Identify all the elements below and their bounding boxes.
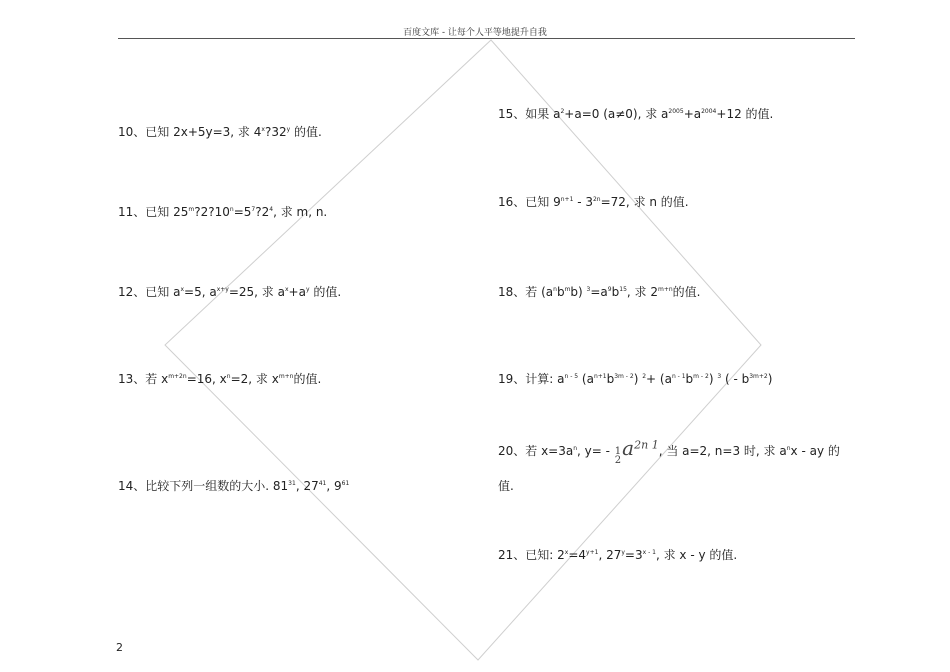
problem-13: 13、若 $x^{m+2n}=16$, $x^n=2$, 求 $x^{m+n}$的值. (118, 372, 322, 386)
problem-20-line2: 值. (498, 479, 514, 493)
problem-14: 14、比较下列一组数的大小. $81^{31}$, $27^{41}$, $9^{61}$ (118, 479, 350, 493)
problem-20: 20、若 $x=3a^n$, y= - 1 2 $a^{2n 1}$, 当 a=2, n=3 时, 求 $a^nx$ - ay 的 (498, 436, 840, 466)
page-number: 2 (116, 641, 123, 654)
problem-11: 11、已知 $25^m?2?10^n=5^7?2^4$, 求 m, n. (118, 205, 328, 219)
problem-18: 18、若 $(a^nb^mb)$ $^3=a^9b^{15}$, 求 $2^{m+n}$的值. (498, 285, 701, 299)
problem-21: 21、已知: $2^x=4^{y+1}$, $27^y=3^{x - 1}$, 求 x - y 的值. (498, 548, 738, 562)
problem-12: 12、已知 $a^x=5$, $a^{x+y}=25$, 求 $a^x+a^y$ 的值. (118, 285, 342, 299)
fraction-one-half: 1 2 (614, 446, 622, 466)
power-expression: $a^{2n 1}$ (622, 436, 659, 460)
page-header: 百度文库 - 让每个人平等地提升自我 (403, 28, 547, 38)
problem-15: 15、如果 $a^2+a=0$ (a≠0), 求 $a^{2005}+a^{2004}+12$ 的值. (498, 107, 774, 121)
problem-10: 10、已知 2x+5y=3, 求 4$^x$?32$^y$ 的值. (118, 125, 322, 139)
problem-19: 19、计算: $a^{n - 5}$ $(a^{n+1}b^{3m - 2})$ $^2+ (a^{n - 1}b^{m - 2})$ $^3$ ( - $b^{3m+2}$) (498, 372, 773, 386)
problem-16: 16、已知 $9^{n+1} - 3^{2n}=72$, 求 n 的值. (498, 195, 689, 209)
